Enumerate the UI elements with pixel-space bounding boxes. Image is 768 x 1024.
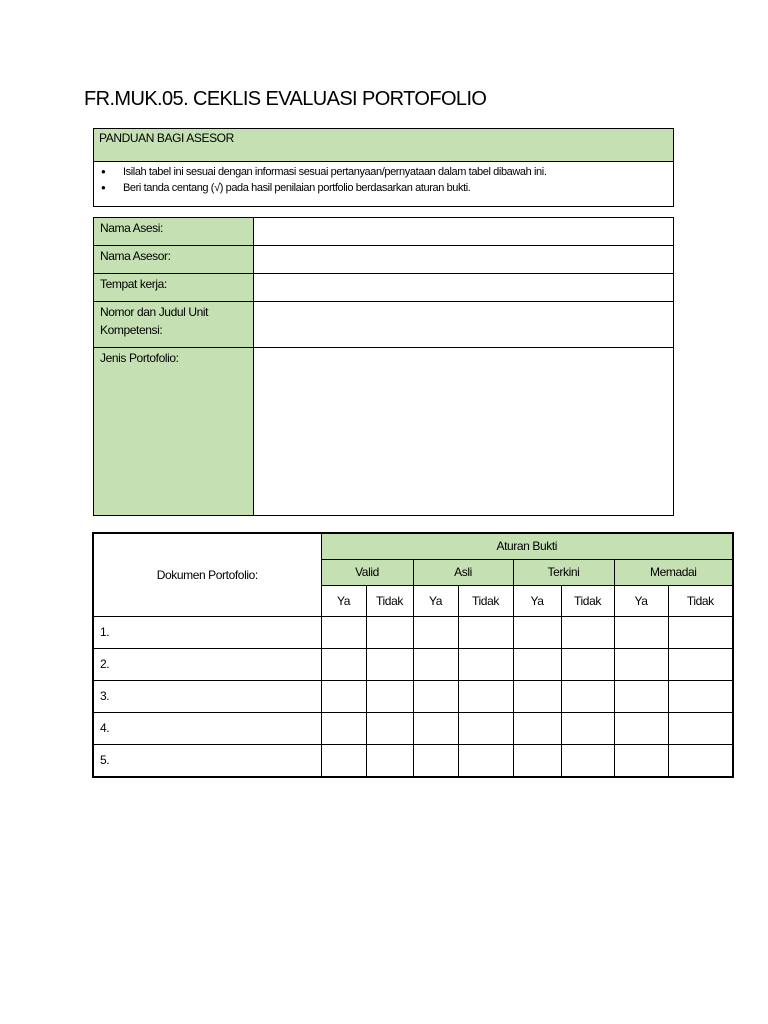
check-cell[interactable] — [561, 648, 614, 680]
table-row — [93, 616, 733, 648]
check-cell[interactable] — [458, 744, 513, 777]
check-cell[interactable] — [614, 712, 668, 744]
check-cell[interactable] — [458, 712, 513, 744]
row-number: 2. — [93, 648, 321, 680]
check-cell[interactable] — [513, 680, 561, 712]
check-cell[interactable] — [321, 616, 366, 648]
no-header: Tidak — [561, 585, 614, 616]
check-cell[interactable] — [561, 680, 614, 712]
check-cell[interactable] — [366, 616, 413, 648]
checklist-table — [92, 532, 734, 778]
field-tempat-kerja[interactable] — [254, 274, 674, 302]
field-nama-asesi[interactable] — [254, 218, 674, 246]
label-nama-asesi: Nama Asesi: — [94, 218, 254, 246]
row-number: 3. — [93, 680, 321, 712]
check-cell[interactable] — [321, 744, 366, 777]
guide-body — [94, 162, 674, 207]
check-cell[interactable] — [366, 744, 413, 777]
yes-header: Ya — [413, 585, 458, 616]
check-cell[interactable] — [366, 648, 413, 680]
check-cell[interactable] — [458, 648, 513, 680]
table-row — [93, 648, 733, 680]
check-cell[interactable] — [668, 648, 733, 680]
check-cell[interactable] — [321, 680, 366, 712]
check-cell[interactable] — [561, 616, 614, 648]
check-cell[interactable] — [561, 744, 614, 777]
check-cell[interactable] — [513, 744, 561, 777]
field-nama-asesor[interactable] — [254, 246, 674, 274]
check-cell[interactable] — [668, 744, 733, 777]
criteria-asli: Asli — [413, 559, 513, 585]
yes-header: Ya — [513, 585, 561, 616]
identity-table — [93, 217, 674, 516]
check-cell[interactable] — [413, 648, 458, 680]
guide-item: ● Isilah tabel ini sesuai dengan informasi sesuai pertanyaan/pernyataan dalam tabel dibawah ini. — [99, 164, 668, 180]
guide-list — [99, 164, 668, 196]
row-number: 4. — [93, 712, 321, 744]
no-header: Tidak — [458, 585, 513, 616]
check-cell[interactable] — [614, 648, 668, 680]
check-cell[interactable] — [321, 712, 366, 744]
check-cell[interactable] — [413, 712, 458, 744]
check-cell[interactable] — [614, 680, 668, 712]
table-row — [93, 680, 733, 712]
check-cell[interactable] — [614, 744, 668, 777]
check-cell[interactable] — [413, 744, 458, 777]
guide-table — [93, 128, 674, 207]
check-cell[interactable] — [668, 712, 733, 744]
doc-header: Dokumen Portofolio: — [93, 533, 321, 616]
check-cell[interactable] — [668, 680, 733, 712]
label-jenis-portofolio: Jenis Portofolio: — [94, 348, 254, 516]
check-cell[interactable] — [614, 616, 668, 648]
check-cell[interactable] — [458, 680, 513, 712]
check-cell[interactable] — [513, 712, 561, 744]
label-nama-asesor: Nama Asesor: — [94, 246, 254, 274]
label-tempat-kerja: Tempat kerja: — [94, 274, 254, 302]
guide-heading: PANDUAN BAGI ASESOR — [94, 129, 674, 162]
yes-header: Ya — [321, 585, 366, 616]
criteria-valid: Valid — [321, 559, 413, 585]
label-unit-kompetensi: Nomor dan Judul Unit Kompetensi: — [94, 302, 254, 348]
check-cell[interactable] — [513, 648, 561, 680]
check-cell[interactable] — [321, 648, 366, 680]
no-header: Tidak — [668, 585, 733, 616]
check-cell[interactable] — [668, 616, 733, 648]
field-unit-kompetensi[interactable] — [254, 302, 674, 348]
rules-header: Aturan Bukti — [321, 533, 733, 559]
criteria-terkini: Terkini — [513, 559, 614, 585]
check-cell[interactable] — [366, 712, 413, 744]
yes-header: Ya — [614, 585, 668, 616]
table-row — [93, 744, 733, 777]
check-cell[interactable] — [513, 616, 561, 648]
row-number: 5. — [93, 744, 321, 777]
no-header: Tidak — [366, 585, 413, 616]
check-cell[interactable] — [413, 680, 458, 712]
criteria-memadai: Memadai — [614, 559, 733, 585]
table-row — [93, 712, 733, 744]
row-number: 1. — [93, 616, 321, 648]
check-cell[interactable] — [366, 680, 413, 712]
check-cell[interactable] — [458, 616, 513, 648]
guide-item: ● Beri tanda centang (√) pada hasil penilaian portfolio berdasarkan aturan bukti. — [99, 180, 668, 196]
page-title: FR.MUK.05. CEKLIS EVALUASI PORTOFOLIO — [84, 88, 487, 110]
field-jenis-portofolio[interactable] — [254, 348, 674, 516]
check-cell[interactable] — [413, 616, 458, 648]
check-cell[interactable] — [561, 712, 614, 744]
